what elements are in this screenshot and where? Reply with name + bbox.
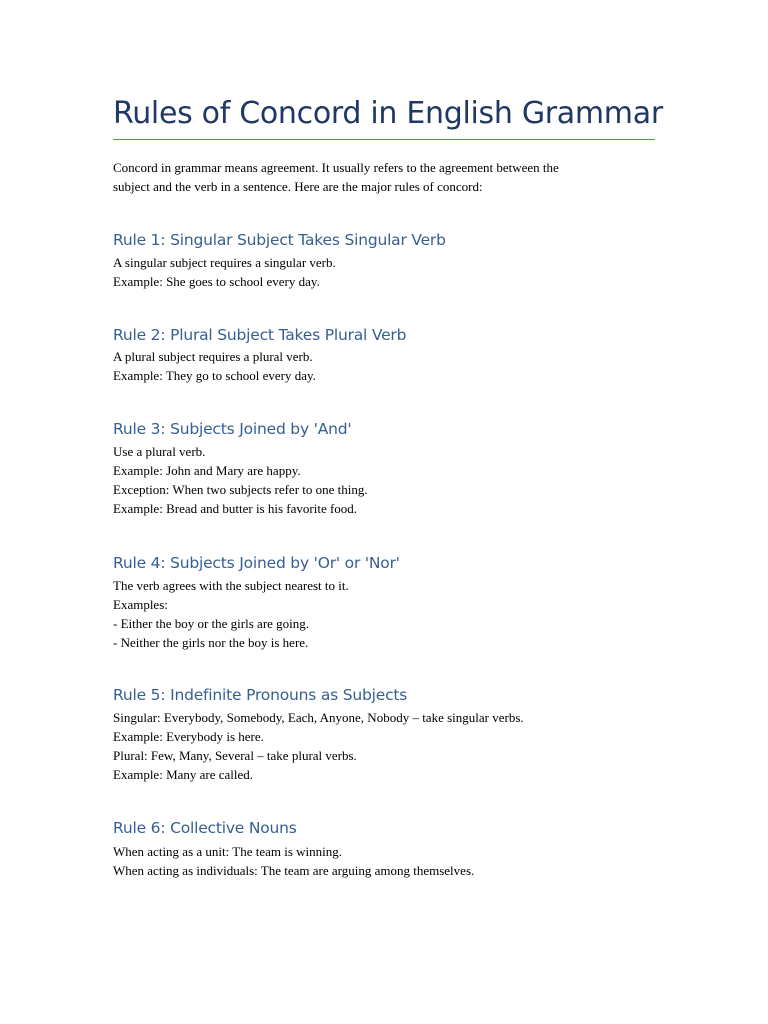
document-title: Rules of Concord in English Grammar bbox=[113, 96, 663, 131]
rule-5-heading: Rule 5: Indefinite Pronouns as Subjects bbox=[113, 686, 408, 704]
rule-1-body bbox=[113, 253, 336, 291]
rule-6-heading: Rule 6: Collective Nouns bbox=[113, 819, 297, 837]
rule-line: When acting as a unit: The team is winning. bbox=[113, 844, 343, 859]
rule-line: Example: She goes to school every day. bbox=[113, 274, 320, 289]
rule-line: Example: Many are called. bbox=[113, 767, 254, 782]
rule-line: Example: John and Mary are happy. bbox=[113, 463, 301, 478]
rule-3-body bbox=[113, 442, 368, 518]
rule-line: Singular: Everybody, Somebody, Each, Anyone, Nobody – take singular verbs. bbox=[113, 710, 524, 725]
rule-line: Examples: bbox=[113, 597, 168, 612]
rule-line: A plural subject requires a plural verb. bbox=[113, 349, 313, 364]
rule-6-body bbox=[113, 842, 474, 880]
rule-line: - Either the boy or the girls are going. bbox=[113, 616, 310, 631]
rule-line: Example: Bread and butter is his favorite food. bbox=[113, 501, 358, 516]
rule-line: When acting as individuals: The team are arguing among themselves. bbox=[113, 863, 475, 878]
rule-line: - Neither the girls nor the boy is here. bbox=[113, 635, 309, 650]
rule-2-heading: Rule 2: Plural Subject Takes Plural Verb bbox=[113, 326, 407, 344]
rule-1-heading: Rule 1: Singular Subject Takes Singular Verb bbox=[113, 231, 446, 249]
rule-4-body bbox=[113, 576, 349, 652]
rule-line: Exception: When two subjects refer to one thing. bbox=[113, 482, 368, 497]
intro-paragraph bbox=[113, 158, 559, 196]
intro-line: subject and the verb in a sentence. Here are the major rules of concord: bbox=[113, 179, 483, 194]
rule-line: Plural: Few, Many, Several – take plural verbs. bbox=[113, 748, 357, 763]
rule-line: A singular subject requires a singular verb. bbox=[113, 255, 336, 270]
rule-2-body bbox=[113, 347, 316, 385]
title-underline bbox=[113, 139, 655, 140]
rule-3-heading: Rule 3: Subjects Joined by 'And' bbox=[113, 420, 352, 438]
rule-line: Use a plural verb. bbox=[113, 444, 206, 459]
rule-line: Example: Everybody is here. bbox=[113, 729, 264, 744]
rule-5-body bbox=[113, 708, 524, 784]
rule-line: The verb agrees with the subject nearest to it. bbox=[113, 578, 349, 593]
intro-line: Concord in grammar means agreement. It usually refers to the agreement between the bbox=[113, 160, 559, 175]
rule-line: Example: They go to school every day. bbox=[113, 368, 316, 383]
rule-4-heading: Rule 4: Subjects Joined by 'Or' or 'Nor' bbox=[113, 554, 400, 572]
